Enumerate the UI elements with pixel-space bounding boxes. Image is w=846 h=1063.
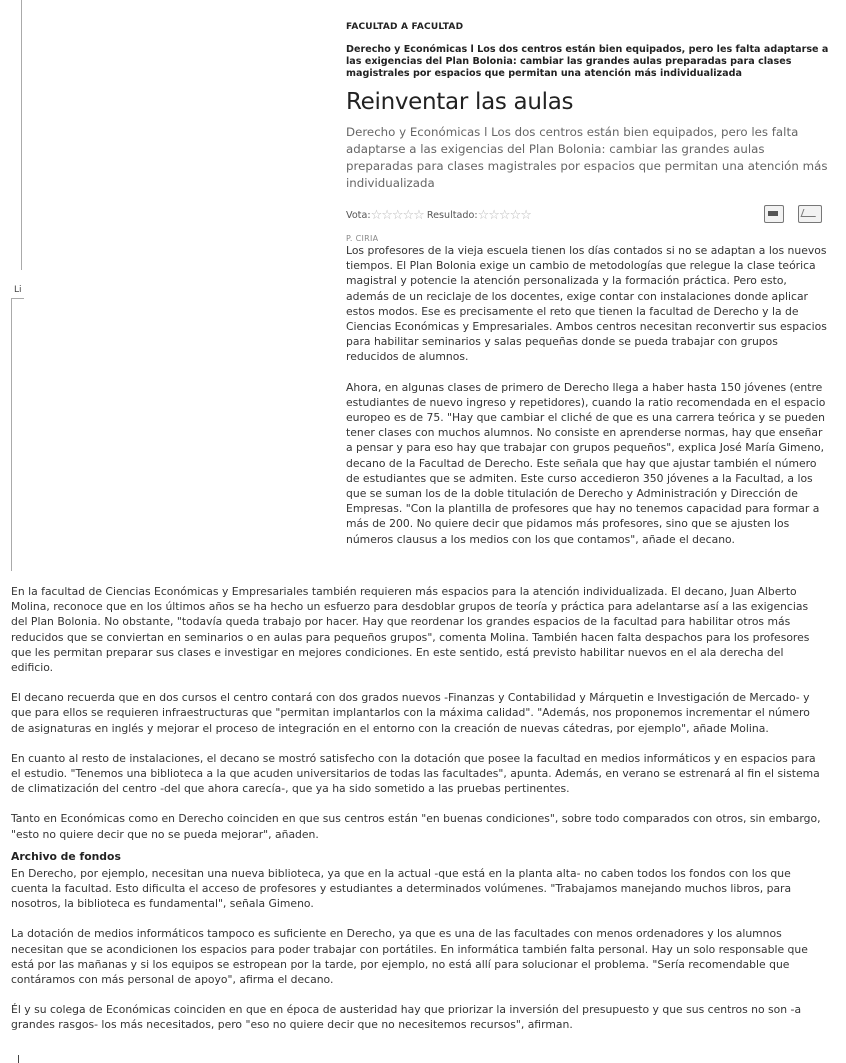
printer-icon[interactable] xyxy=(764,205,784,223)
vote-stars[interactable]: ☆☆☆☆☆ xyxy=(370,208,424,223)
vote-label: Vota: xyxy=(346,210,371,221)
sidebar-divider xyxy=(21,0,22,270)
author-byline: P. CIRIA xyxy=(346,234,379,243)
body-paragraph: En la facultad de Ciencias Económicas y Empresariales también requieren más espacios para la atención individualizada. El decano, Juan Alberto Molina, reconoce que en los últimos años se ha hecho un esfuerzo para desdoblar grupos de teoría y práctica para adelantarse así a las exigencias del Plan Bolonia. No obstante, "todavía queda trabajo por hacer. Hay que reordenar los grandes espacios de la facultad para habilitar otros más reducidos que se conviertan en seminarios o en aulas para pequeños grupos", comenta Molina. También hacen falta despachos para los profesores que les permitan preparar sus clases e investigar en mejores condiciones. En este sentido, está previsto habilitar nuevos en el ala derecha del edificio. xyxy=(11,585,810,675)
body-paragraph: La dotación de medios informáticos tampoco es suficiente en Derecho, ya que es una de las facultades con menos ordenadores y los alumnos necesitan que se acondicionen los espacios para poder trabajar con portátiles. En informática también falta personal. Hay un solo responsable que está por las mañanas y si los equipos se estropean por la tarde, por ejemplo, no está allí para solucionar el problema. "Sería recomendable que contáramos con más personal de apoyo", afirma el decano. xyxy=(11,927,808,987)
article-title: Reinventar las aulas xyxy=(346,89,574,115)
sidebar-label: Li xyxy=(14,285,22,295)
rating-bar xyxy=(346,208,830,228)
article-body-full xyxy=(11,584,823,1048)
article-lead: Derecho y Económicas l Los dos centros están bien equipados, pero les falta adaptarse a las exigencias del Plan Bolonia: cambiar las grandes aulas preparadas para clases magistrales por espacios que permitan una atención más individualizada xyxy=(346,125,828,190)
result-label: Resultado: xyxy=(426,210,478,221)
left-sidebar-frame xyxy=(11,0,23,572)
body-paragraph: En cuanto al resto de instalaciones, el decano se mostró satisfecho con la dotación que posee la facultad en medios informáticos y en espacios para el estudio. "Tenemos una biblioteca a la que acuden universitarios de todas las facultades", apunta. Además, en verano se estrenará al fin el sistema de climatización del centro -del que ahora carecía-, que ya ha sido sometido a las pruebas pertinentes. xyxy=(11,751,820,796)
sidebar-box xyxy=(11,298,24,571)
body-paragraph: Ahora, en algunas clases de primero de Derecho llega a haber hasta 150 jóvenes (entre estudiantes de nuevo ingreso y repetidores), cuando la ratio recomendada en el espacio europeo es de 75. "Hay que cambiar el cliché de que es una carrera teórica y se pueden tener clases con muchos alumnos. No consiste en aprenderse normas, hay que enseñar a pensar y para eso hay que trabajar con grupos pequeños", explica José María Gimeno, decano de la Facultad de Derecho. Este señala que hay que ajustar también el número de estudiantes que se admiten. Este curso accedieron 350 jóvenes a la Facultad, a los que se suman los de la doble titulación de Derecho y Administración y Dirección de Empresas. "Con la plantilla de profesores que hay no tenemos capacidad para formar a más de 200. No quiere decir que pidamos más profesores, sino que se ajusten los números clausus a los medios con los que contamos", añade el decano. xyxy=(346,380,826,546)
body-paragraph: Tanto en Económicas como en Derecho coinciden en que sus centros están "en buenas condiciones", sobre todo comparados con otros, sin embargo, "esto no quiere decir que no se pueda mejorar", añaden. xyxy=(11,812,821,841)
section-label: FACULTAD A FACULTAD xyxy=(346,22,464,32)
article-header-column xyxy=(346,22,830,562)
body-paragraph: Los profesores de la vieja escuela tienen los días contados si no se adaptan a los nuevos tiempos. El Plan Bolonia exige un cambio de metodologías que relegue la clase teórica magistral y potencie la atención personalizada y la formación práctica. Pero esto, además de un reciclaje de los docentes, exige contar con instalaciones donde aplicar estos modos. Ese es precisamente el reto que tienen la facultad de Derecho y la de Ciencias Económicas y Empresariales. Ambos centros necesitan reconvertir sus espacios para habilitar seminarios y salas pequeñas donde se pueda trabajar con grupos reducidos de alumnos. xyxy=(346,244,827,364)
bottom-edge-mark xyxy=(18,1055,19,1063)
subsection-title: Archivo de fondos xyxy=(11,849,121,863)
body-paragraph: Él y su colega de Económicas coinciden en que en época de austeridad hay que priorizar la inversión del presupuesto y que sus centros no son -a grandes rasgos- los más necesitados, pero "eso no quiere decir que no necesitemos recursos", afirman. xyxy=(11,1003,802,1032)
column-body xyxy=(346,243,830,547)
subheadline: Derecho y Económicas l Los dos centros están bien equipados, pero les falta adaptarse a las exigencias del Plan Bolonia: cambiar las grandes aulas preparadas para clases magistrales por espacios que permitan una atención más individualizada xyxy=(346,44,829,79)
body-paragraph: El decano recuerda que en dos cursos el centro contará con dos grados nuevos -Finanzas y Contabilidad y Márquetin e Investigación de Mercado- y que para ellos se requieren infraestructuras que "permitan implantarlos con la máxima calidad". "Además, nos proponemos incrementar el número de asignaturas en inglés y mejorar el proceso de integración en el entorno con la creación de nuevas cátedras, por ejemplo", añade Molina. xyxy=(11,691,810,735)
body-paragraph: En Derecho, por ejemplo, necesitan una nueva biblioteca, ya que en la actual -que está en la planta alta- no caben todos los fondos con los que cuenta la facultad. Esto dificulta el acceso de profesores y estudiantes a determinados volúmenes. "Trabajamos manejando muchos libros, para nosotros, la biblioteca es fundamental", señala Gimeno. xyxy=(11,866,792,911)
article-tools xyxy=(750,205,822,226)
result-stars: ☆☆☆☆☆ xyxy=(477,208,531,223)
email-icon[interactable] xyxy=(798,205,822,223)
